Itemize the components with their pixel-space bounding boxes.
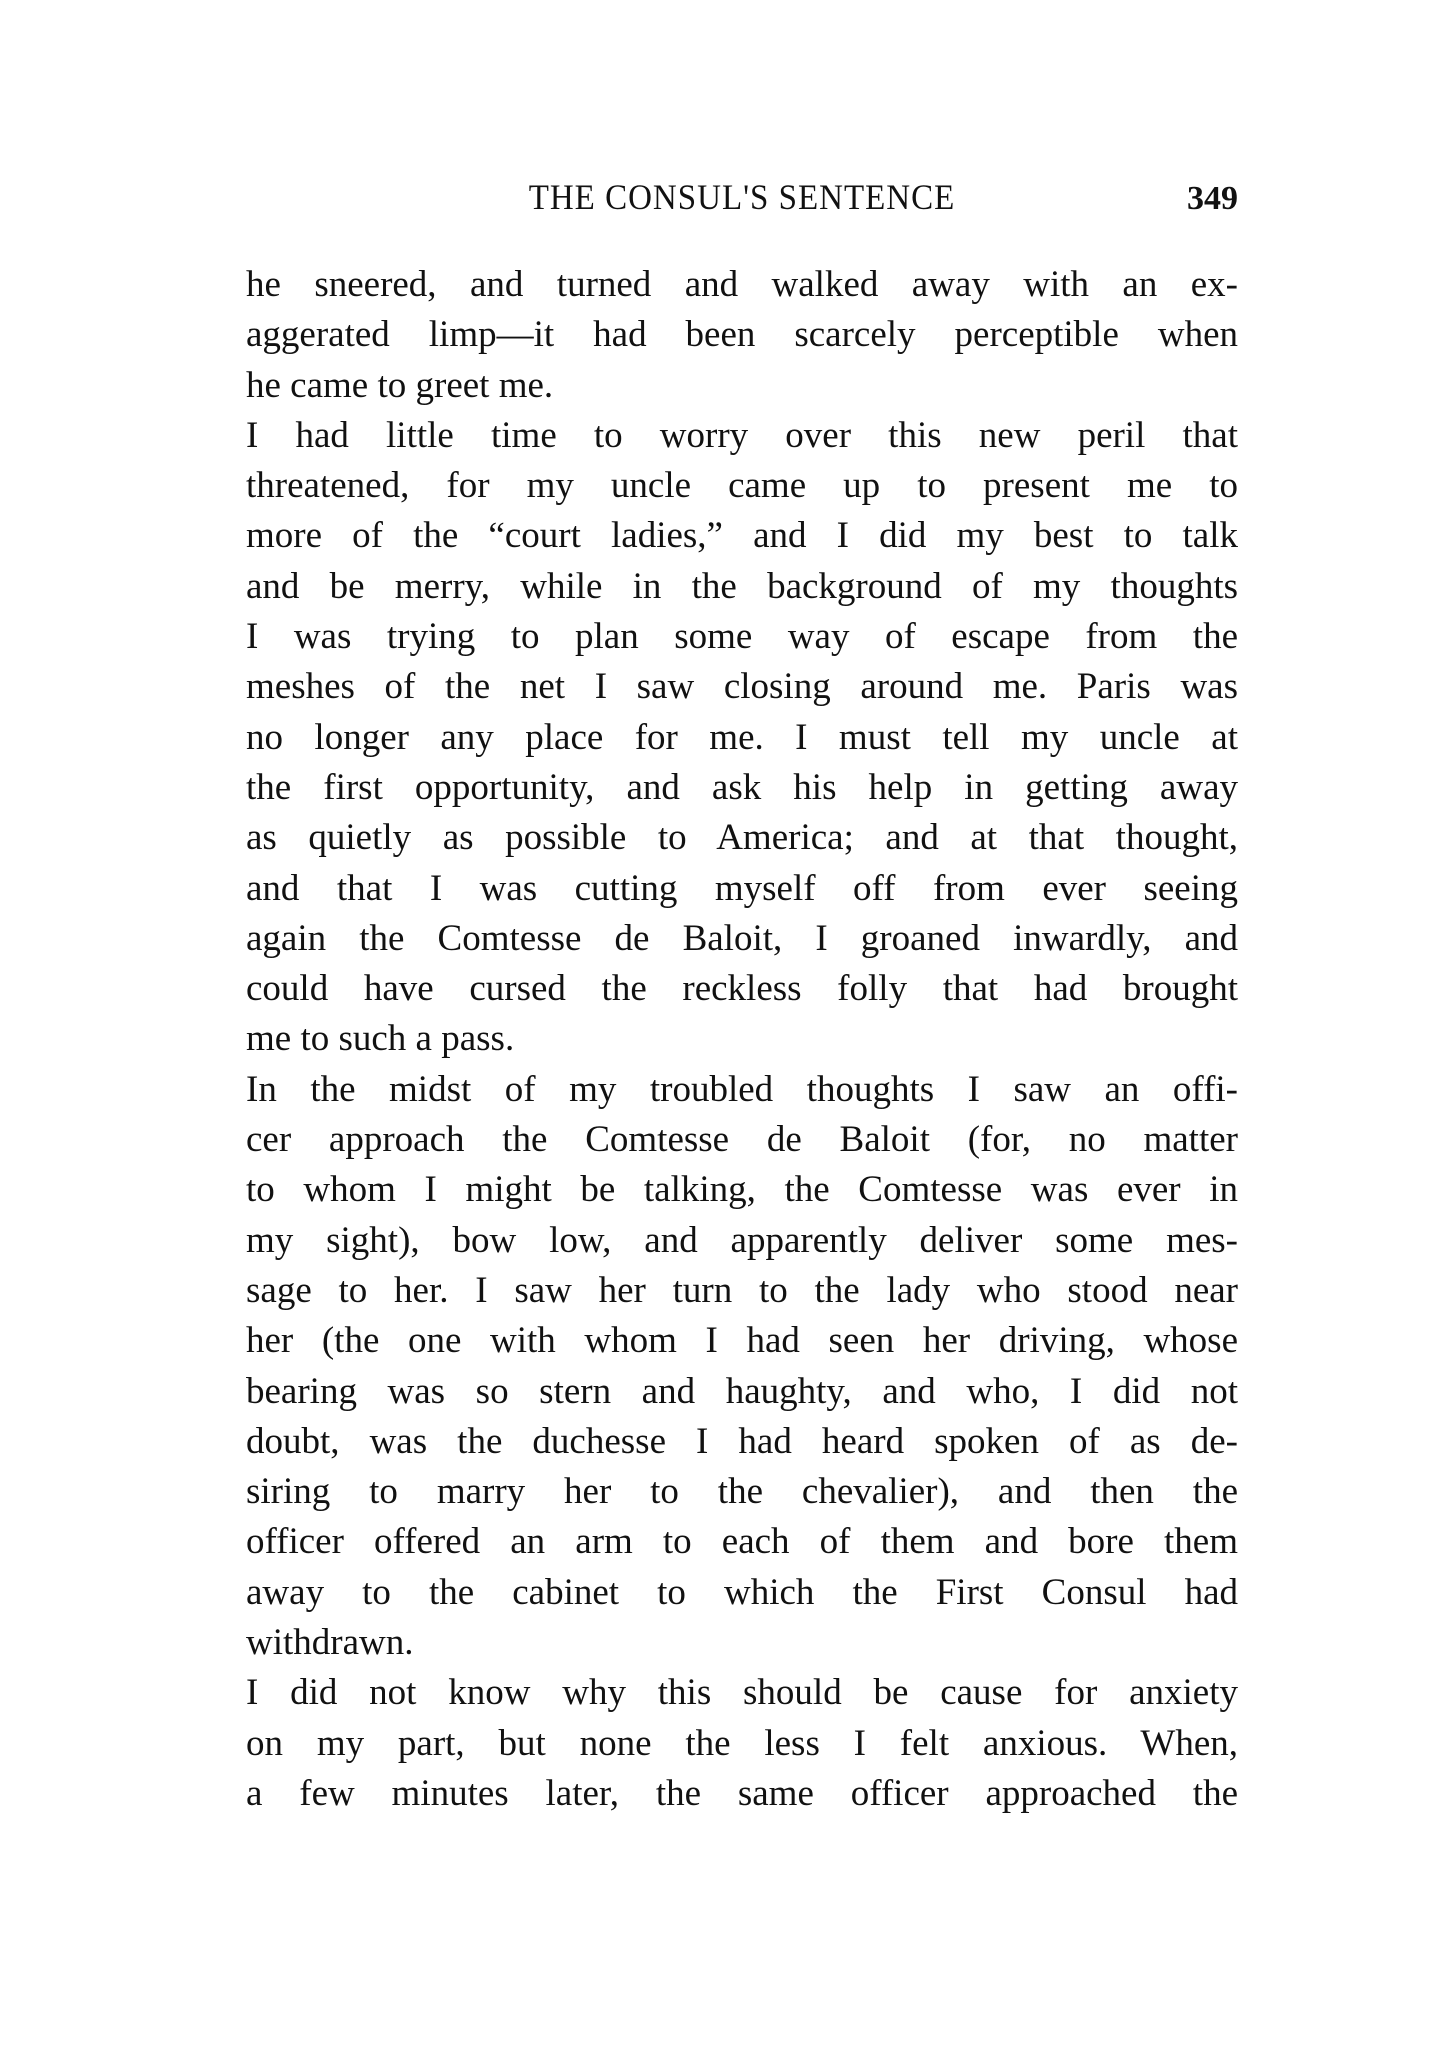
text-line: threatened, for my uncle came up to present me to [246,465,1238,507]
text-line: on my part, but none the less I felt anxious. When, [246,1722,1238,1764]
text-line: my sight), bow low, and apparently deliver some mes- [246,1219,1238,1261]
text-line: bearing was so stern and haughty, and who, I did not [246,1370,1238,1412]
text-line: and be merry, while in the background of my thoughts [246,565,1238,607]
text-line: I was trying to plan some way of escape from the [246,616,1238,658]
text-line: and that I was cutting myself off from ever seeing [246,867,1238,909]
running-header [246,180,1238,230]
text-line: sage to her. I saw her turn to the lady who stood near [246,1269,1238,1311]
text-line: officer offered an arm to each of them and bore them [246,1521,1238,1563]
text-line: meshes of the net I saw closing around me. Paris was [246,666,1238,708]
text-line: In the midst of my troubled thoughts I saw an offi- [246,1068,1238,1110]
text-line: as quietly as possible to America; and at that thought, [246,817,1238,859]
body-text [246,260,1238,1819]
text-line: to whom I might be talking, the Comtesse was ever in [246,1169,1238,1211]
text-line: he sneered, and turned and walked away with an ex- [246,264,1238,305]
text-line: he came to greet me. [246,364,554,406]
text-line: more of the “court ladies,” and I did my best to talk [246,515,1238,557]
text-line: no longer any place for me. I must tell my uncle at [246,716,1238,758]
text-line: doubt, was the duchesse I had heard spoken of as de- [246,1420,1238,1462]
text-line: cer approach the Comtesse de Baloit (for, no matter [246,1119,1238,1161]
text-line: withdrawn. [246,1622,414,1664]
text-line: could have cursed the reckless folly that had brought [246,968,1238,1010]
text-line: again the Comtesse de Baloit, I groaned inwardly, and [246,917,1238,959]
text-line: siring to marry her to the chevalier), and then the [246,1471,1238,1513]
text-line: a few minutes later, the same officer approached the [246,1772,1238,1814]
text-line: me to such a pass. [246,1018,515,1060]
text-line: I had little time to worry over this new peril that [246,414,1238,456]
text-line: away to the cabinet to which the First Consul had [246,1571,1238,1613]
text-line: aggerated limp—it had been scarcely perceptible when [246,314,1238,356]
text-line: her (the one with whom I had seen her driving, whose [246,1320,1238,1362]
page-number: 349 [1187,180,1238,217]
running-title: THE CONSUL'S SENTENCE [528,178,956,218]
text-line: I did not know why this should be cause for anxiety [246,1672,1238,1714]
text-line: the first opportunity, and ask his help in getting away [246,766,1238,808]
